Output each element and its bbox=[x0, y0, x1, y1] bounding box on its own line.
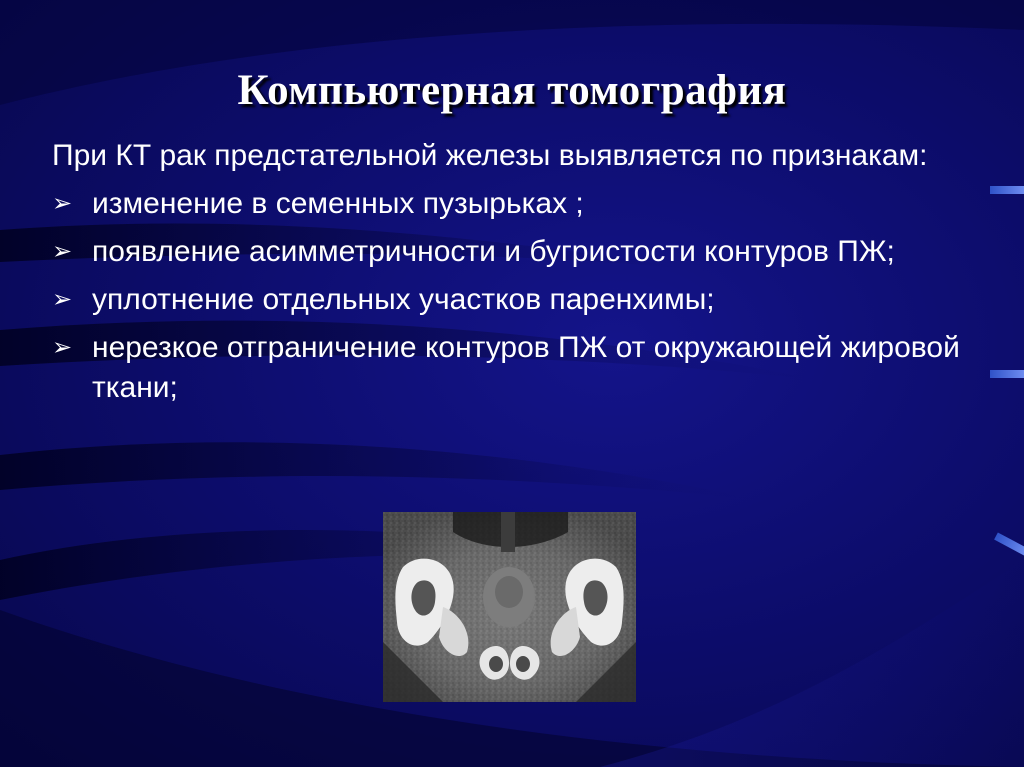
ct-scan-image bbox=[383, 512, 636, 702]
bullet-text: изменение в семенных пузырьках ; bbox=[92, 187, 584, 220]
chevron-right-icon: ➢ bbox=[52, 238, 73, 265]
slide-body bbox=[52, 136, 982, 416]
chevron-right-icon: ➢ bbox=[52, 334, 73, 361]
bullet-item bbox=[52, 280, 982, 320]
edge-accent-mark bbox=[990, 370, 1024, 378]
bullet-item bbox=[52, 232, 982, 272]
edge-accent-mark bbox=[990, 186, 1024, 194]
chevron-right-icon: ➢ bbox=[52, 190, 73, 217]
chevron-right-icon: ➢ bbox=[52, 286, 73, 313]
bullet-item bbox=[52, 328, 982, 408]
slide-title: Компьютерная томография bbox=[237, 67, 787, 114]
bullet-text: появление асимметричности и бугристости контуров ПЖ; bbox=[92, 235, 895, 268]
bullet-item bbox=[52, 184, 982, 224]
bullet-text: нерезкое отграничение контуров ПЖ от окружающей жировой ткани; bbox=[92, 331, 960, 404]
bullet-text: уплотнение отдельных участков паренхимы; bbox=[92, 283, 715, 316]
intro-text: При КТ рак предстательной железы выявляется по признакам: bbox=[52, 139, 928, 172]
